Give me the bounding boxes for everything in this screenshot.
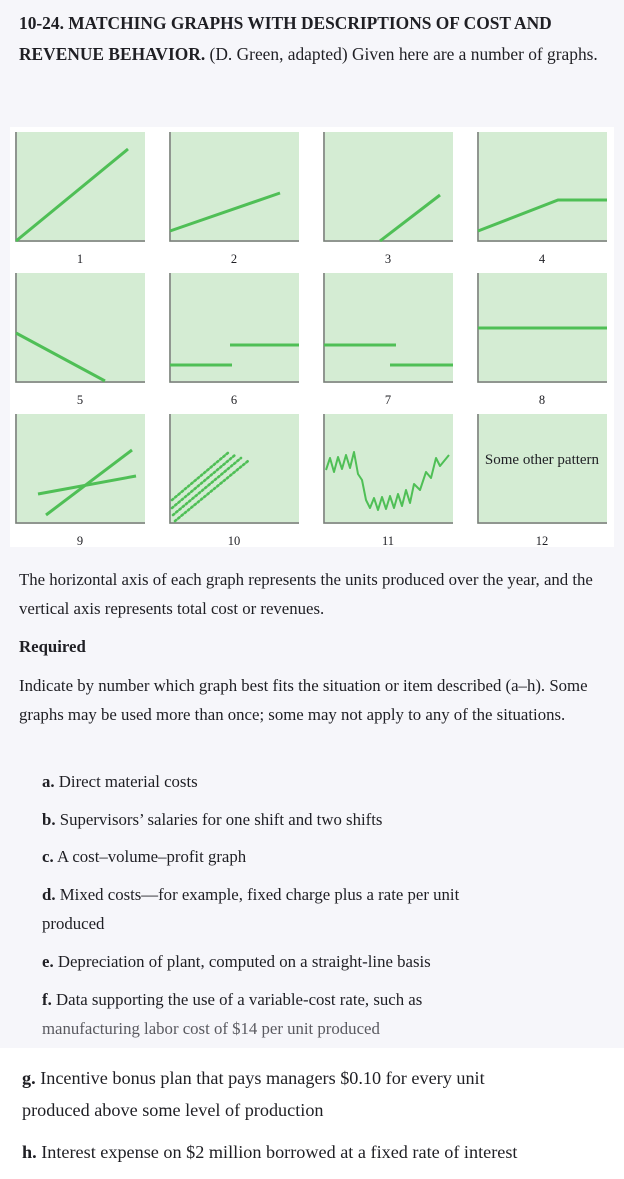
graph-1 [15,132,145,270]
axis-description: The horizontal axis of each graph represents the units produced over the year, and the vertical axis represents total cost or revenues. [19,570,593,618]
graph-3-number: 3 [384,252,392,266]
graph-5 [15,273,145,411]
graph-11-number: 11 [381,534,395,548]
item-e-text: Depreciation of plant, computed on a straight-line basis [57,952,431,971]
graph-5-number: 5 [76,393,84,407]
graph-4 [477,132,607,270]
item-g-text-cont: produced above some level of production [22,1100,324,1120]
item-f-text: Data supporting the use of a variable-cost rate, such as [56,990,423,1009]
graph-2 [169,132,299,270]
graph-10-number: 10 [227,534,241,548]
item-a [42,767,602,796]
item-a-text: Direct material costs [58,772,198,791]
graph-1-number: 1 [76,252,84,266]
graph-2-plot [169,132,299,242]
graph-7 [323,273,453,411]
item-e [42,947,602,976]
graph-7-plot [323,273,453,383]
graph-5-plot [15,273,145,383]
item-b [42,805,602,834]
item-f-text-cont: manufacturing labor cost of $14 per unit produced [42,1019,380,1038]
graph-12-number: 12 [535,534,549,548]
graph-8-number: 8 [538,393,546,407]
problem-intro: (D. Green, adapted) Given here are a number of graphs. [209,44,598,64]
instructions: Indicate by number which graph best fits the situation or item described (a–h). Some graphs may be used more than once; some may not apply to any of the situations. [19,676,588,724]
graph-2-number: 2 [230,252,238,266]
item-d-text: Mixed costs—for example, fixed charge plus a rate per unit [59,885,460,904]
graph-11 [323,414,453,552]
graph-6-plot [169,273,299,383]
item-h-text: Interest expense on $2 million borrowed at a fixed rate of interest [41,1142,518,1162]
item-f-letter: f. [42,990,52,1009]
item-c-text: A cost–volume–profit graph [56,847,247,866]
problem-title [19,8,615,70]
graph-1-plot [15,132,145,242]
graph-8 [477,273,607,411]
item-b-text: Supervisors’ salaries for one shift and two shifts [59,810,383,829]
item-a-letter: a. [42,772,55,791]
graph-9-number: 9 [76,534,84,548]
item-g [22,1062,620,1126]
item-d-text-cont: produced [42,914,105,933]
item-e-letter: e. [42,952,54,971]
graph-6 [169,273,299,411]
graph-12-label: Some other pattern [484,452,600,468]
item-b-letter: b. [42,810,56,829]
graph-4-number: 4 [538,252,546,266]
item-h-letter: h. [22,1142,37,1162]
item-h [22,1136,620,1168]
item-c [42,842,602,871]
graph-10 [169,414,299,552]
item-d-letter: d. [42,885,56,904]
item-f [42,985,602,1043]
graph-7-number: 7 [384,393,392,407]
graph-grid [10,127,614,547]
graph-8-plot [477,273,607,383]
graph-3-plot [323,132,453,242]
graph-12 [477,414,607,552]
item-g-text: Incentive bonus plan that pays managers $0.10 for every unit [40,1068,485,1088]
graph-6-number: 6 [230,393,238,407]
graph-4-plot [477,132,607,242]
graph-10-plot [169,414,299,524]
graph-9 [15,414,145,552]
problem-heading: 10-24. MATCHING GRAPHS WITH DESCRIPTIONS OF COST AND REVENUE BEHAVIOR. [19,13,552,64]
item-d [42,880,602,938]
graph-11-plot [323,414,453,524]
item-g-letter: g. [22,1068,36,1088]
required-heading: Required [19,637,86,656]
graph-3 [323,132,453,270]
graph-9-plot [15,414,145,524]
item-c-letter: c. [42,847,54,866]
